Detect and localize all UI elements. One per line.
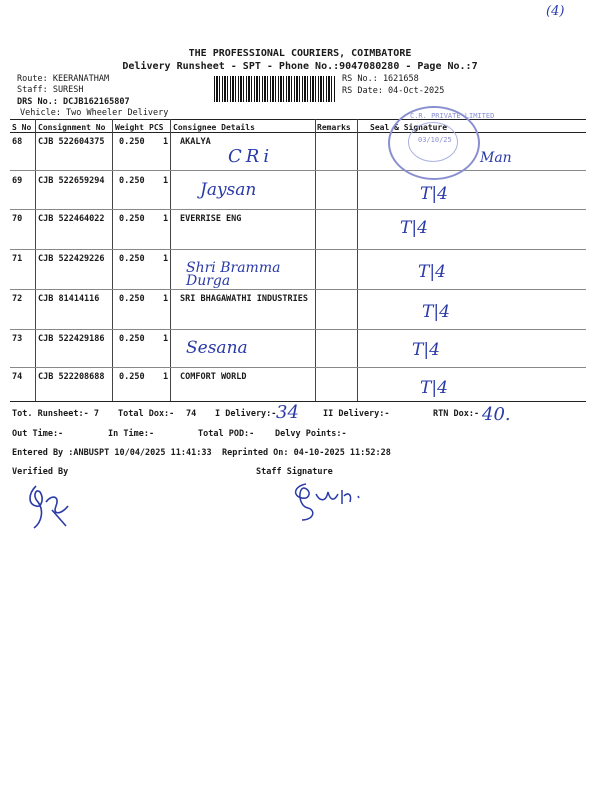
verified-by-label: Verified By <box>12 467 69 477</box>
handwritten-signature: T|4 <box>420 184 448 204</box>
handwritten-signature: T|4 <box>400 218 428 238</box>
company-seal-stamp <box>388 106 495 180</box>
seal-date: 03/10/25 <box>418 136 452 144</box>
row-consignment: CJB 522604375 <box>38 137 105 147</box>
col-sno: S No <box>12 123 32 132</box>
rtn-dox-label: RTN Dox:- <box>433 409 480 419</box>
row-consignee: SRI BHAGAWATHI INDUSTRIES <box>180 294 308 304</box>
row-consignee: EVERRISE ENG <box>180 214 242 224</box>
row-consignee: AKALYA <box>180 137 211 147</box>
row-sno: 69 <box>12 176 23 186</box>
rs-number: RS No.: 1621658 <box>342 74 419 84</box>
i-delivery-label: I Delivery:- <box>215 409 277 419</box>
row-consignment: CJB 522429226 <box>38 254 105 264</box>
col-consignee: Consignee Details <box>173 123 255 132</box>
seal-text: C.R. PRIVATE LIMITED <box>410 112 495 120</box>
reprinted-on: Reprinted On: 04-10-2025 11:52:28 <box>222 448 391 458</box>
handwritten-name: Shri Bramma Durga <box>186 260 281 289</box>
table-top-rule <box>10 119 586 120</box>
row-pcs: 1 <box>163 137 169 147</box>
header-bottom-rule <box>10 132 586 133</box>
runsheet-subtitle: Delivery Runsheet - SPT - Phone No.:9047080280 - Page No.:7 <box>122 61 478 72</box>
col-divider <box>170 119 171 401</box>
row-sno: 68 <box>12 137 23 147</box>
total-dox-value: 74 <box>186 409 197 419</box>
col-consignment: Consignment No <box>38 123 106 132</box>
row-rule <box>10 209 586 210</box>
handwritten-signature: T|4 <box>420 378 448 398</box>
verifier-signature-drawing <box>22 480 82 532</box>
handwritten-name: CRi <box>228 146 274 167</box>
row-weight: 0.250 <box>119 372 145 382</box>
rs-date: RS Date: 04-Oct-2025 <box>342 86 445 96</box>
handwritten-signature: Man <box>480 150 512 166</box>
handwritten-name: Sesana <box>186 338 248 358</box>
out-time: Out Time:- <box>12 429 64 439</box>
row-rule <box>10 249 586 250</box>
row-consignment: CJB 81414116 <box>38 294 100 304</box>
row-sno: 72 <box>12 294 23 304</box>
row-rule <box>10 289 586 290</box>
col-divider <box>35 119 36 401</box>
staff: Staff: SURESH <box>17 85 84 95</box>
row-pcs: 1 <box>163 334 169 344</box>
entered-by: Entered By :ANBUSPT 10/04/2025 11:41:33 <box>12 448 212 458</box>
row-consignee: COMFORT WORLD <box>180 372 247 382</box>
row-weight: 0.250 <box>119 294 145 304</box>
rtn-dox-handwritten: 40. <box>482 404 511 425</box>
row-consignment: CJB 522429186 <box>38 334 105 344</box>
in-time: In Time:- <box>108 429 155 439</box>
row-pcs: 1 <box>163 294 169 304</box>
row-rule <box>10 170 586 171</box>
handwritten-signature: T|4 <box>418 262 446 282</box>
row-weight: 0.250 <box>119 334 145 344</box>
staff-signature-label: Staff Signature <box>256 467 333 477</box>
row-consignment: CJB 522464022 <box>38 214 105 224</box>
row-consignment: CJB 522659294 <box>38 176 105 186</box>
total-dox-label: Total Dox:- <box>118 409 175 419</box>
handwritten-signature: T|4 <box>422 302 450 322</box>
row-sno: 74 <box>12 372 23 382</box>
row-pcs: 1 <box>163 176 169 186</box>
ii-delivery-label: II Delivery:- <box>323 409 390 419</box>
tot-runsheet: Tot. Runsheet:- 7 <box>12 409 99 419</box>
row-sno: 73 <box>12 334 23 344</box>
row-weight: 0.250 <box>119 214 145 224</box>
col-divider <box>357 119 358 401</box>
drs-number: DRS No.: DCJB162165807 <box>17 97 130 107</box>
company-title: THE PROFESSIONAL COURIERS, COIMBATORE <box>188 48 412 59</box>
col-remarks: Remarks <box>317 123 351 132</box>
total-pod: Total POD:- <box>198 429 255 439</box>
col-divider <box>315 119 316 401</box>
row-pcs: 1 <box>163 254 169 264</box>
row-rule <box>10 329 586 330</box>
staff-signature-drawing <box>286 476 366 526</box>
page-mark: (4) <box>546 4 565 19</box>
row-weight: 0.250 <box>119 254 145 264</box>
barcode <box>214 76 336 102</box>
row-weight: 0.250 <box>119 176 145 186</box>
row-pcs: 1 <box>163 214 169 224</box>
handwritten-signature: T|4 <box>412 340 440 360</box>
route: Route: KEERANATHAM <box>17 74 110 84</box>
row-weight: 0.250 <box>119 137 145 147</box>
handwritten-name: Jaysan <box>200 180 257 200</box>
delvy-points: Delvy Points:- <box>275 429 347 439</box>
vehicle: Vehicle: Two Wheeler Delivery <box>20 108 169 118</box>
i-delivery-handwritten: 34 <box>276 402 299 423</box>
col-seal: Seal & Signature <box>370 123 448 132</box>
row-pcs: 1 <box>163 372 169 382</box>
col-weight: Weight <box>115 123 144 132</box>
col-divider <box>112 119 113 401</box>
row-rule <box>10 367 586 368</box>
row-consignment: CJB 522208688 <box>38 372 105 382</box>
row-sno: 71 <box>12 254 23 264</box>
row-sno: 70 <box>12 214 23 224</box>
col-pcs: PCS <box>149 123 164 132</box>
